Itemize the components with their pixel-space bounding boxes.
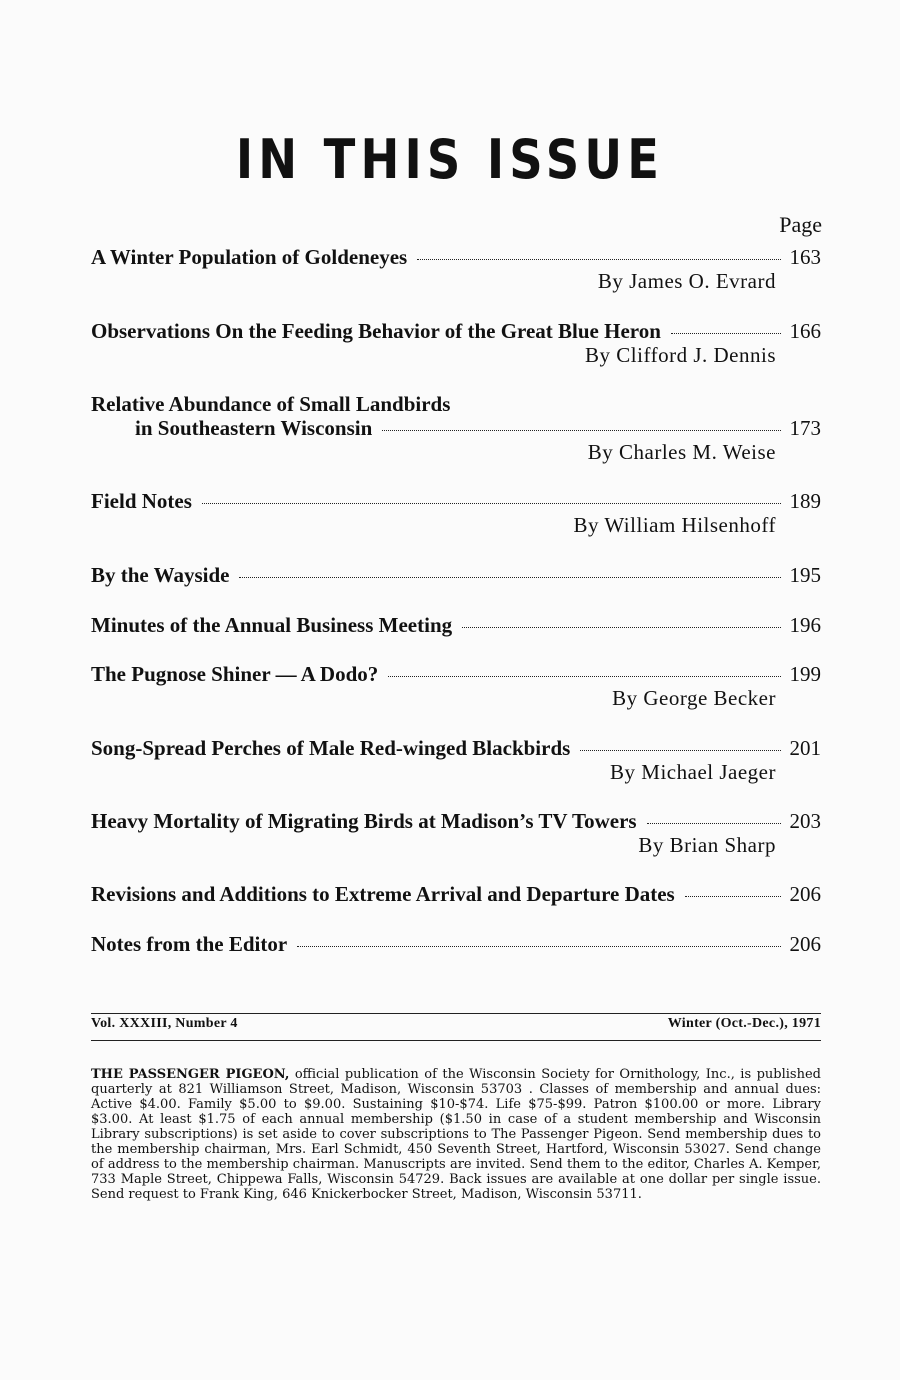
leader-dots: [417, 258, 781, 260]
entry-title: Minutes of the Annual Business Meeting: [91, 613, 453, 637]
page-column-label: Page: [779, 212, 822, 237]
entry-author: By Brian Sharp: [638, 833, 776, 857]
entry-author: By James O. Evrard: [597, 269, 776, 293]
toc-entry[interactable]: [91, 245, 821, 293]
entry-author: By Charles M. Weise: [587, 440, 776, 464]
toc-entry[interactable]: [91, 882, 821, 906]
entry-author: By Michael Jaeger: [610, 760, 776, 784]
issue-date: Winter (Oct.-Dec.), 1971: [667, 1016, 821, 1031]
entry-title: Heavy Mortality of Migrating Birds at Madison’s TV Towers: [91, 809, 637, 833]
entry-author: By Clifford J. Dennis: [585, 343, 776, 367]
toc-entry[interactable]: [91, 319, 821, 367]
publication-name: THE PASSENGER PIGEON,: [91, 1067, 290, 1082]
leader-dots: [685, 895, 781, 897]
entry-title: Observations On the Feeding Behavior of the Great Blue Heron: [91, 319, 661, 343]
toc-entry[interactable]: [91, 662, 821, 710]
leader-dots: [580, 749, 781, 751]
entry-title: Song-Spread Perches of Male Red-winged Blackbirds: [91, 736, 571, 760]
toc-entry[interactable]: [91, 392, 821, 464]
leader-dots: [671, 332, 781, 334]
entry-page: 196: [789, 613, 821, 637]
entry-page: 195: [789, 563, 821, 587]
leader-dots: [202, 502, 781, 504]
entry-title: A Winter Population of Goldeneyes: [91, 245, 408, 269]
leader-dots: [647, 822, 781, 824]
toc-entry[interactable]: [91, 613, 821, 637]
leader-dots: [382, 429, 781, 431]
divider-top: [91, 1013, 821, 1014]
entry-page: 189: [789, 489, 821, 513]
issue-info-bar: [91, 1016, 821, 1032]
leader-dots: [462, 626, 781, 628]
leader-dots: [297, 945, 781, 947]
publication-info: [91, 1067, 821, 1202]
entry-title: in Southeastern Wisconsin: [135, 416, 373, 440]
toc-entry[interactable]: [91, 736, 821, 784]
toc-entry[interactable]: [91, 809, 821, 857]
entry-title: By the Wayside: [91, 563, 230, 587]
volume-number: Vol. XXXIII, Number 4: [91, 1016, 238, 1031]
toc-entry[interactable]: [91, 563, 821, 587]
entry-title: The Pugnose Shiner — A Dodo?: [91, 662, 379, 686]
entry-page: 166: [789, 319, 821, 343]
entry-page: 163: [789, 245, 821, 269]
entry-page: 206: [789, 932, 821, 956]
entry-page: 173: [789, 416, 821, 440]
leader-dots: [388, 675, 781, 677]
entry-author: By George Becker: [612, 686, 776, 710]
entry-page: 206: [789, 882, 821, 906]
entry-page: 203: [789, 809, 821, 833]
divider-bottom: [91, 1040, 821, 1041]
entry-page: 201: [789, 736, 821, 760]
entry-page: 199: [789, 662, 821, 686]
leader-dots: [239, 576, 781, 578]
toc-entry[interactable]: [91, 489, 821, 537]
entry-title: Field Notes: [91, 489, 192, 513]
entry-title-line1: Relative Abundance of Small Landbirds: [91, 392, 451, 416]
entry-author: By William Hilsenhoff: [573, 513, 776, 537]
toc-entry[interactable]: [91, 932, 821, 956]
publication-text: official publication of the Wisconsin Society for Ornithology, Inc., is published quarterly at 821 Williamson Street, Madison, Wisconsin 53703 . Classes of membership and annual dues: Active $4.00. Family $5.00 to $9.00. Sustaining $10-$74. Life $75-$99. Patron $100.00 or more. Library $3.00. At least $1.75 of each annual membership ($1.50 in case of a student membership and Wisconsin Library subscriptions) is set aside to cover subscriptions to The Passenger Pigeon. Send membership dues to the membership chairman, Mrs. Earl Schmidt, 450 Seventh Street, Hartford, Wisconsin 53027. Send change of address to the membership chairman. Manuscripts are invited. Send them to the editor, Charles A. Kemper, 733 Maple Street, Chippewa Falls, Wisconsin 54729. Back issues are available at one dollar per single issue. Send request to Frank King, 646 Knickerbocker Street, Madison, Wisconsin 53711.: [91, 1067, 821, 1202]
entry-title: Revisions and Additions to Extreme Arrival and Departure Dates: [91, 882, 675, 906]
entry-title: Notes from the Editor: [91, 932, 288, 956]
page-title: IN THIS ISSUE: [235, 128, 665, 191]
